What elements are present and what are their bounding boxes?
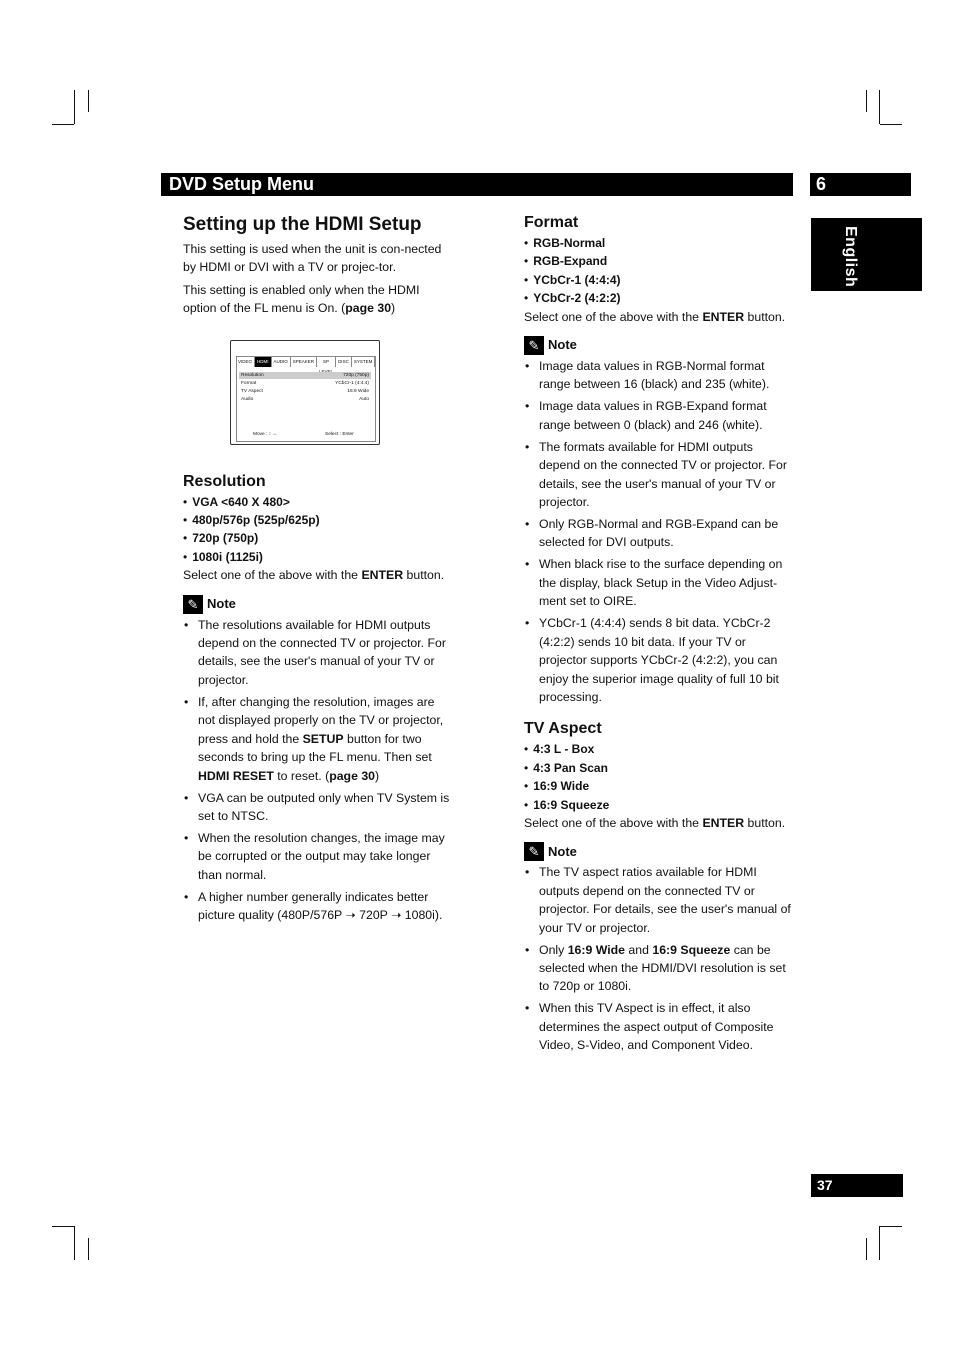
menu-row-value: Auto bbox=[359, 396, 369, 402]
note-item: • VGA can be outputed only when TV System is set to NTSC. bbox=[183, 789, 455, 826]
note-item: • The TV aspect ratios available for HDMI outputs depend on the connected TV or projector. For details, see the user's manual of your TV or projector. bbox=[524, 863, 794, 937]
option-item: • RGB-Normal bbox=[524, 234, 794, 252]
bold-text: HDMI RESET bbox=[198, 768, 274, 783]
select-instruction bbox=[524, 814, 794, 832]
note-item: • The formats available for HDMI outputs depend on the connected TV or projector. For details, see the user's manual of your TV or projector. bbox=[524, 438, 794, 512]
enter-label: ENTER bbox=[702, 309, 745, 324]
menu-tab: DISC bbox=[336, 357, 352, 367]
note-item bbox=[183, 693, 455, 785]
text: button. bbox=[744, 815, 786, 830]
pencil-note-icon: ✎ bbox=[524, 842, 544, 861]
crop-mark bbox=[866, 90, 867, 112]
resolution-options bbox=[183, 493, 455, 567]
note-item: • Only RGB-Normal and RGB-Expand can be selected for DVI outputs. bbox=[524, 515, 794, 552]
note-item: • YCbCr-1 (4:4:4) sends 8 bit data. YCbCr-2 (4:2:2) sends 10 bit data. If your TV or projector supports YCbCr-2 (4:2:2), you can enjoy the superior image quality of full 10 bit processing. bbox=[524, 614, 794, 706]
bold-text: 16:9 Squeeze bbox=[652, 942, 731, 957]
note-label: Note bbox=[548, 843, 577, 859]
option-item: • 1080i (1125i) bbox=[183, 548, 455, 566]
intro-paragraph bbox=[183, 281, 455, 318]
note-item: • Image data values in RGB-Expand format range between 0 (black) and 246 (white). bbox=[524, 397, 794, 434]
crop-mark bbox=[52, 1226, 74, 1227]
note-item: • When this TV Aspect is in effect, it also determines the aspect output of Composite Video, S-Video, and Component Video. bbox=[524, 999, 794, 1054]
text: button. bbox=[744, 309, 786, 324]
option-item: • 16:9 Wide bbox=[524, 777, 794, 795]
intro-paragraph: This setting is used when the unit is con-nected by HDMI or DVI with a TV or projec-tor. bbox=[183, 242, 442, 275]
menu-row bbox=[239, 380, 371, 387]
crop-mark bbox=[880, 1226, 902, 1227]
text: If, after changing the resolution, images are not displayed properly on the TV or projector, press and hold the bbox=[198, 694, 444, 746]
language-tab bbox=[811, 218, 922, 291]
menu-row bbox=[239, 396, 371, 403]
note-item: • When the resolution changes, the image may be corrupted or the output may take longer than normal. bbox=[183, 829, 455, 884]
text: Only bbox=[539, 942, 568, 957]
menu-row-label: Format bbox=[241, 380, 257, 386]
crop-mark bbox=[879, 1226, 880, 1260]
page-ref: page 30 bbox=[345, 301, 392, 316]
text: button for two seconds to bring up the FL menu. Then set bbox=[198, 731, 432, 765]
text: Select one of the above with the bbox=[183, 568, 362, 583]
menu-footer-select: Select : Enter bbox=[325, 431, 354, 437]
crop-mark bbox=[880, 124, 902, 125]
menu-tab: VIDEO bbox=[236, 357, 255, 367]
crop-mark bbox=[88, 90, 89, 112]
text: button. bbox=[403, 568, 445, 583]
menu-row-value: 16:9 Wide bbox=[347, 388, 369, 394]
text: ) bbox=[391, 301, 396, 316]
chapter-title: DVD Setup Menu bbox=[161, 173, 793, 196]
crop-mark bbox=[74, 90, 75, 124]
pencil-note-icon: ✎ bbox=[524, 336, 544, 355]
note-item: • The resolutions available for HDMI outputs depend on the connected TV or projector. For details, see the user's manual of your TV or projector. bbox=[183, 616, 455, 690]
enter-label: ENTER bbox=[361, 568, 404, 583]
crop-mark bbox=[866, 1238, 867, 1260]
option-item: • 4:3 L - Box bbox=[524, 740, 794, 758]
text: and bbox=[625, 942, 653, 957]
hdmi-menu-screenshot bbox=[230, 340, 380, 445]
note-item: • A higher number generally indicates better picture quality (480P/576P ➝ 720P ➝ 1080i). bbox=[183, 888, 455, 925]
menu-row bbox=[239, 372, 371, 379]
menu-row-label: Audio bbox=[241, 396, 254, 402]
tv-aspect-notes bbox=[524, 863, 794, 1054]
menu-tabs bbox=[236, 357, 374, 367]
pencil-note-icon: ✎ bbox=[183, 595, 203, 614]
option-item: • 16:9 Squeeze bbox=[524, 796, 794, 814]
chapter-number: 6 bbox=[810, 173, 911, 196]
note-heading bbox=[524, 336, 794, 355]
menu-tab: SYSTEM bbox=[352, 357, 376, 367]
menu-row-value: YCbCr-1 (4:4:4) bbox=[335, 380, 369, 386]
menu-tab: SP bbox=[317, 357, 336, 367]
resolution-notes bbox=[183, 616, 455, 925]
page-ref: page 30 bbox=[329, 768, 375, 783]
menu-tab: SPEAKER bbox=[291, 357, 317, 367]
option-item: • YCbCr-1 (4:4:4) bbox=[524, 271, 794, 289]
text: Select one of the above with the bbox=[524, 815, 703, 830]
note-heading bbox=[183, 595, 455, 614]
text: can be selected when the HDMI/DVI resolution is set to 720p or 1080i. bbox=[539, 942, 786, 994]
format-options bbox=[524, 234, 794, 308]
option-item: • 480p/576p (525p/625p) bbox=[183, 511, 455, 529]
crop-mark bbox=[88, 1238, 89, 1260]
option-item: • VGA <640 X 480> bbox=[183, 493, 455, 511]
note-heading bbox=[524, 842, 794, 861]
crop-mark bbox=[74, 1226, 75, 1260]
menu-row-value: 720p (750p) bbox=[343, 372, 369, 378]
tv-aspect-heading: TV Aspect bbox=[524, 720, 602, 738]
bold-text: 16:9 Wide bbox=[567, 942, 625, 957]
note-label: Note bbox=[207, 595, 236, 611]
left-column bbox=[183, 212, 455, 928]
menu-footer-move: Move : ↕ ↔ bbox=[253, 431, 278, 437]
option-item: • 4:3 Pan Scan bbox=[524, 759, 794, 777]
text: ) bbox=[375, 768, 380, 783]
menu-row-label: TV Aspect bbox=[241, 388, 263, 394]
page-number: 37 bbox=[811, 1174, 903, 1197]
text: This setting is enabled only when the HDMI option of the FL menu is On. ( bbox=[183, 282, 420, 316]
menu-tab-active: HDMI bbox=[255, 357, 272, 367]
note-item: • Image data values in RGB-Normal format range between 16 (black) and 235 (white). bbox=[524, 357, 794, 394]
option-item: • RGB-Expand bbox=[524, 252, 794, 270]
note-label: Note bbox=[548, 337, 577, 353]
language-tab-label: English bbox=[842, 226, 859, 288]
select-instruction bbox=[183, 566, 455, 584]
note-item bbox=[524, 941, 794, 996]
section-title: Setting up the HDMI Setup bbox=[183, 214, 422, 235]
option-item: • 720p (750p) bbox=[183, 529, 455, 547]
menu-row-label: Resolution bbox=[241, 372, 264, 378]
text: Select one of the above with the bbox=[524, 309, 703, 324]
resolution-heading: Resolution bbox=[183, 472, 266, 490]
format-heading: Format bbox=[524, 214, 579, 231]
bold-text: SETUP bbox=[302, 731, 344, 746]
option-item: • YCbCr-2 (4:2:2) bbox=[524, 289, 794, 307]
tv-aspect-options bbox=[524, 740, 794, 814]
note-item: • When black rise to the surface depending on the display, black Setup in the Video Adjust-ment set to OIRE. bbox=[524, 555, 794, 610]
format-notes bbox=[524, 357, 794, 706]
select-instruction bbox=[524, 308, 794, 326]
crop-mark bbox=[52, 124, 74, 125]
crop-mark bbox=[879, 90, 880, 124]
menu-row bbox=[239, 388, 371, 395]
enter-label: ENTER bbox=[702, 815, 745, 830]
text: to reset. ( bbox=[273, 768, 330, 783]
right-column bbox=[524, 212, 794, 1058]
menu-tab: AUDIO bbox=[272, 357, 291, 367]
